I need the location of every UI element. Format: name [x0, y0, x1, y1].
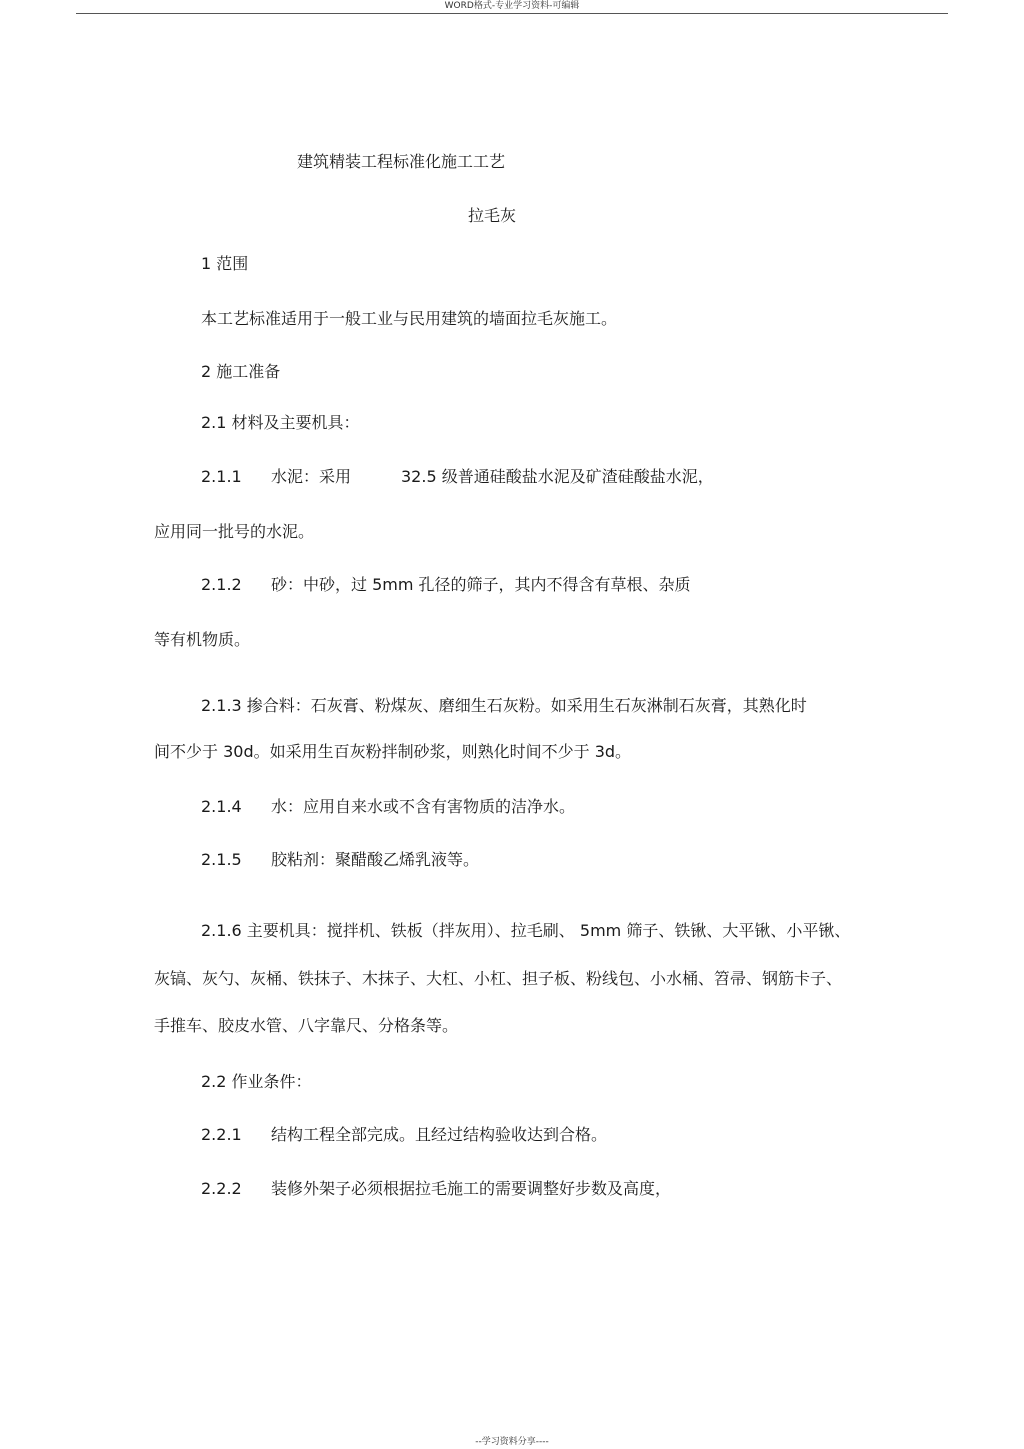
page-footer: --学习资料分享----: [475, 1437, 549, 1447]
item-text: 水泥：采用: [271, 467, 352, 486]
item-text-2-1-6: 2.1.6 主要机具：搅拌机、铁板（拌灰用）、拉毛刷、 5mm 筛子、铁锹、大平锹、小平锹、: [201, 921, 851, 940]
item-text-continued: 灰镐、灰勺、灰桶、铁抹子、木抹子、大杠、小杠、担子板、粉线包、小水桶、笤帚、钢筋卡子、: [154, 969, 843, 988]
item-text: 32.5 级普通硅酸盐水泥及矿渣硅酸盐水泥，: [401, 467, 714, 486]
item-number-2-2-2: 2.2.2: [201, 1179, 242, 1198]
subsection-heading-conditions: 2.2 作业条件：: [201, 1072, 312, 1091]
paragraph-scope: 本工艺标准适用于一般工业与民用建筑的墙面拉毛灰施工。: [201, 309, 618, 328]
item-number-2-1-1: 2.1.1: [201, 467, 242, 486]
document-subtitle: 拉毛灰: [468, 206, 517, 225]
item-text: 水：应用自来水或不含有害物质的洁净水。: [271, 797, 576, 816]
item-text: 胶粘剂：聚醋酸乙烯乳液等。: [271, 850, 480, 869]
item-number-2-1-2: 2.1.2: [201, 575, 242, 594]
item-number-2-1-5: 2.1.5: [201, 850, 242, 869]
item-text-2-1-3: 2.1.3 掺合料：石灰膏、粉煤灰、磨细生石灰粉。如采用生石灰淋制石灰膏，其熟化时: [201, 696, 807, 715]
subsection-heading-materials: 2.1 材料及主要机具：: [201, 413, 360, 432]
item-number-2-1-4: 2.1.4: [201, 797, 242, 816]
item-number-2-2-1: 2.2.1: [201, 1125, 242, 1144]
item-text-continued: 应用同一批号的水泥。: [154, 522, 315, 541]
page-header: WORD格式-专业学习资料-可编辑: [444, 1, 580, 11]
item-text: 砂：中砂，过 5mm 孔径的筛子，其内不得含有草根、杂质: [271, 575, 691, 594]
document-title: 建筑精装工程标准化施工工艺: [297, 152, 506, 171]
item-text-continued: 手推车、胶皮水管、八字靠尺、分格条等。: [154, 1016, 459, 1035]
header-divider: [76, 13, 948, 14]
item-text: 结构工程全部完成。且经过结构验收达到合格。: [271, 1125, 608, 1144]
section-heading-scope: 1 范围: [201, 254, 249, 273]
item-text: 装修外架子必须根据拉毛施工的需要调整好步数及高度，: [271, 1179, 672, 1198]
section-heading-preparation: 2 施工准备: [201, 362, 281, 381]
item-text-continued: 间不少于 30d。如采用生百灰粉拌制砂浆，则熟化时间不少于 3d。: [154, 742, 632, 761]
item-text-continued: 等有机物质。: [154, 630, 251, 649]
